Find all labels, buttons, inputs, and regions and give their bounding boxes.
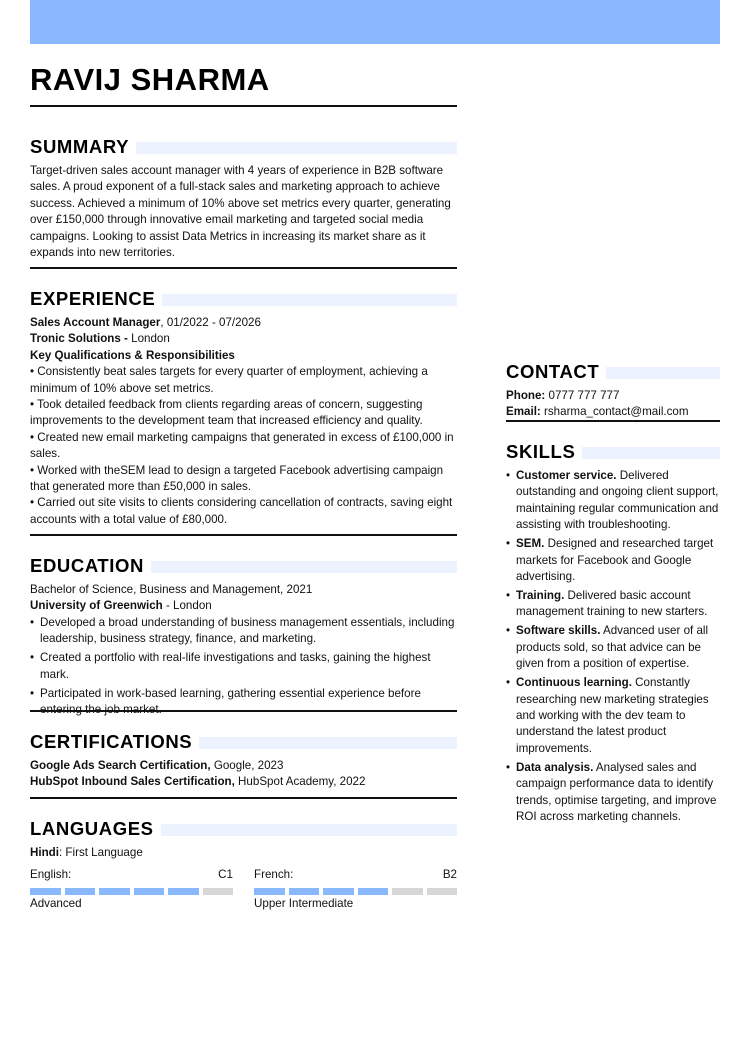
language-level-meter bbox=[254, 888, 457, 895]
contact-title-bar bbox=[606, 367, 720, 379]
skill-name: Training. bbox=[516, 589, 565, 603]
contact-email bbox=[506, 404, 720, 420]
skill-text: Analysed sales and campaign performance data to identify trends, optimise targeting, and improve ROI across marketing channels. bbox=[516, 760, 717, 824]
native-language-name: Hindi bbox=[30, 846, 59, 859]
skill-item bbox=[506, 760, 720, 826]
level-segment bbox=[30, 888, 61, 895]
job-bullet: • Carried out site visits to clients considering cancellation of contracts, saving eight accounts with a total value of £80,000. bbox=[30, 496, 453, 526]
education-title: EDUCATION bbox=[30, 555, 144, 576]
languages-section bbox=[30, 818, 457, 913]
languages-title: LANGUAGES bbox=[30, 818, 154, 839]
skills-title: SKILLS bbox=[506, 441, 576, 462]
skill-text: Designed and researched target markets for Facebook and Google advertising. bbox=[516, 537, 714, 584]
contact-section bbox=[506, 361, 720, 421]
certifications-title: CERTIFICATIONS bbox=[30, 731, 193, 752]
education-location: - London bbox=[162, 599, 212, 613]
skill-text: Delivered basic account management training to new starters. bbox=[516, 589, 708, 619]
contact-header bbox=[506, 361, 720, 383]
certification-name: Google Ads Search Certification, bbox=[30, 759, 211, 772]
level-segment bbox=[134, 888, 165, 895]
job-subheading: Key Qualifications & Responsibilities bbox=[30, 348, 235, 362]
skill-item bbox=[506, 588, 720, 621]
job-bullet: • Created new email marketing campaigns that generated in excess of £100,000 in sales. bbox=[30, 430, 454, 461]
level-segment bbox=[254, 888, 285, 895]
skills-header bbox=[506, 441, 720, 463]
language-name: English: bbox=[30, 868, 72, 882]
job-bullet: • Took detailed feedback from clients regarding areas of concern, suggesting improvements to the development team that increased efficiency and quality. bbox=[30, 398, 423, 428]
education-header bbox=[30, 555, 457, 577]
phone-label: Phone: bbox=[506, 389, 546, 402]
experience-title: EXPERIENCE bbox=[30, 288, 156, 309]
education-school-line bbox=[30, 598, 457, 614]
level-segment bbox=[99, 888, 130, 895]
email-value: rsharma_contact@mail.com bbox=[540, 405, 689, 419]
email-label: Email: bbox=[506, 405, 541, 419]
education-divider bbox=[30, 710, 457, 712]
skill-item bbox=[506, 675, 720, 757]
list-item: • Created a portfolio with real-life investigations and tasks, gaining the highest mark. bbox=[30, 650, 457, 683]
education-section bbox=[30, 555, 457, 721]
summary-title: SUMMARY bbox=[30, 136, 130, 157]
language-level-meter bbox=[30, 888, 233, 895]
level-segment bbox=[358, 888, 389, 895]
language-level: C1 bbox=[218, 868, 233, 882]
skill-text: Delivered outstanding and ongoing client support, maintaining regular communication and assisting with troubleshooting. bbox=[516, 469, 719, 532]
experience-title-bar bbox=[162, 294, 457, 306]
level-segment bbox=[65, 888, 96, 895]
certifications-title-bar bbox=[199, 737, 457, 749]
certification-name: HubSpot Inbound Sales Certification, bbox=[30, 775, 235, 789]
skills-list bbox=[506, 468, 720, 826]
skill-name: Data analysis. bbox=[516, 760, 594, 774]
skill-name: Software skills. bbox=[516, 624, 601, 638]
phone-value: 0777 777 777 bbox=[545, 389, 620, 402]
certification-detail: HubSpot Academy, 2022 bbox=[234, 775, 366, 789]
certification-detail: Google, 2023 bbox=[210, 759, 284, 772]
name-divider bbox=[30, 105, 457, 107]
languages-title-bar bbox=[161, 824, 457, 836]
native-language bbox=[30, 845, 457, 861]
skill-item bbox=[506, 468, 720, 534]
languages-header bbox=[30, 818, 457, 840]
certifications-section bbox=[30, 731, 457, 791]
job-bullet: • Consistently beat sales targets for every quarter of employment, achieving a minimum of 10% above set metrics. bbox=[30, 365, 428, 395]
level-segment bbox=[323, 888, 354, 895]
level-segment bbox=[168, 888, 199, 895]
language-level: B2 bbox=[442, 868, 457, 882]
contact-divider bbox=[506, 420, 720, 422]
experience-section bbox=[30, 288, 457, 528]
level-segment bbox=[289, 888, 320, 895]
level-segment bbox=[203, 888, 234, 895]
skill-item bbox=[506, 623, 720, 672]
language-french bbox=[254, 867, 457, 912]
list-item: • Participated in work-based learning, gathering essential experience before bbox=[30, 686, 457, 719]
language-name: French: bbox=[254, 868, 294, 882]
language-english bbox=[30, 867, 233, 912]
certification-item bbox=[30, 774, 457, 790]
job-company-line bbox=[30, 331, 457, 347]
skill-text: Constantly researching new marketing strategies and working with the dev team to understand the latest product improvements. bbox=[516, 676, 709, 755]
education-school: University of Greenwich bbox=[30, 599, 163, 613]
summary-text: Target-driven sales account manager with 4 years of experience in B2B software sales. A proud exponent of a full-stack sales and marketing approach to achieve success. Achieved a minimum of 10% above set metrics every quarter, generating over £150,000 through innovative email marketing and targeted social media campaigns. Looking to assist Data Metrics in increasing its market share as it expands into new territories. bbox=[30, 164, 451, 260]
job-role: Sales Account Manager bbox=[30, 316, 161, 329]
education-degree: Bachelor of Science, Business and Management, 2021 bbox=[30, 583, 313, 596]
summary-section bbox=[30, 136, 457, 261]
level-segment bbox=[427, 888, 458, 895]
summary-divider bbox=[30, 267, 457, 269]
experience-header bbox=[30, 288, 457, 310]
job-bullet: • Worked with theSEM lead to design a targeted Facebook advertising campaign that generated more than £50,000 in sales. bbox=[30, 463, 444, 494]
summary-title-bar bbox=[136, 142, 457, 154]
education-title-bar bbox=[151, 561, 457, 573]
candidate-name: RAVIJ SHARMA bbox=[30, 62, 270, 97]
job-location: London bbox=[131, 332, 170, 346]
certifications-header bbox=[30, 731, 457, 753]
header-accent-bar bbox=[30, 0, 720, 44]
list-item: • Developed a broad understanding of business management essentials, including leadership, business strategy, finance, and marketing. bbox=[30, 615, 457, 648]
job-dates: , 01/2022 - 07/2026 bbox=[160, 316, 261, 329]
experience-divider bbox=[30, 534, 457, 536]
certifications-divider bbox=[30, 797, 457, 799]
contact-title: CONTACT bbox=[506, 361, 600, 382]
skills-title-bar bbox=[582, 447, 720, 459]
level-segment bbox=[392, 888, 423, 895]
language-level-label: Advanced bbox=[30, 897, 82, 911]
job-title-line bbox=[30, 315, 457, 331]
skill-name: Customer service. bbox=[516, 469, 617, 482]
summary-header bbox=[30, 136, 457, 158]
certification-item bbox=[30, 758, 457, 774]
skill-name: SEM. bbox=[516, 537, 545, 551]
skill-item bbox=[506, 536, 720, 585]
native-language-detail: : First Language bbox=[58, 846, 143, 859]
contact-phone bbox=[506, 388, 720, 404]
skill-text: Advanced user of all products sold, so that advice can be given from a position of expertise. bbox=[516, 624, 709, 671]
language-levels bbox=[30, 867, 457, 912]
education-bullets bbox=[30, 615, 457, 719]
job-company: Tronic Solutions - bbox=[30, 332, 132, 346]
skill-name: Continuous learning. bbox=[516, 676, 632, 690]
skills-section bbox=[506, 441, 720, 828]
language-level-label: Upper Intermediate bbox=[254, 897, 354, 911]
